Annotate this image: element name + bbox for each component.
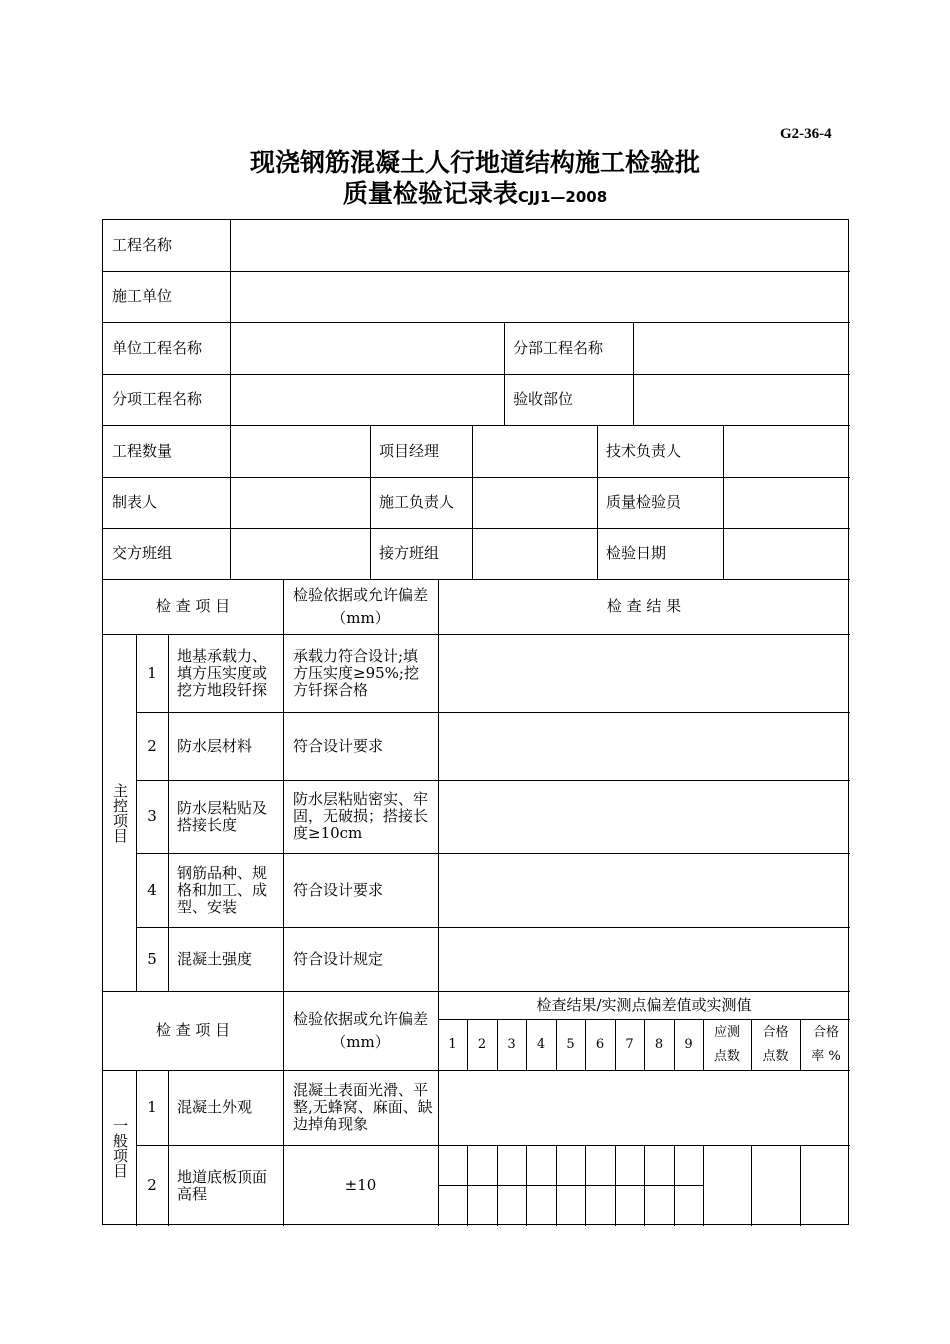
quantity-label: 工程数量 bbox=[112, 441, 173, 460]
inspection-date-label: 检验日期 bbox=[606, 544, 667, 562]
page-subtitle bbox=[0, 174, 950, 210]
main-control-label: 主控项目 bbox=[111, 782, 129, 843]
tech-lead-label: 技术负责人 bbox=[606, 441, 682, 460]
main-item-basis: 承载力符合设计;填方压实度≥95%;挖方钎探合格 bbox=[293, 646, 419, 699]
main-item-basis: 符合设计规定 bbox=[293, 949, 384, 968]
point-header: 4 bbox=[536, 1037, 546, 1052]
point-header: 2 bbox=[477, 1037, 487, 1052]
point-header: 7 bbox=[625, 1037, 634, 1052]
main-item-name: 防水层材料 bbox=[177, 736, 253, 755]
construction-unit-label: 施工单位 bbox=[112, 287, 173, 305]
general-basis-header: 检验依据或允许偏差（mm） bbox=[292, 1009, 428, 1051]
general-item-basis: ±10 bbox=[344, 1176, 377, 1194]
main-item-no: 4 bbox=[147, 880, 157, 899]
division-name-label: 分部工程名称 bbox=[513, 338, 604, 357]
main-item-no: 2 bbox=[147, 736, 157, 755]
main-item-basis: 符合设计要求 bbox=[293, 736, 384, 755]
general-result-header: 检查结果/实测点偏差值或实测值 bbox=[536, 995, 752, 1014]
point-header: 5 bbox=[566, 1037, 575, 1052]
main-item-no: 3 bbox=[147, 807, 157, 825]
tabulator-label: 制表人 bbox=[112, 493, 158, 511]
main-item-basis: 符合设计要求 bbox=[293, 880, 384, 899]
main-item-name: 混凝土强度 bbox=[177, 949, 253, 968]
receiving-team-label: 接方班组 bbox=[379, 544, 440, 562]
general-item-name: 混凝土外观 bbox=[177, 1098, 253, 1116]
page-title: 现浇钢筋混凝土人行地道结构施工检验批 bbox=[249, 148, 700, 177]
inspector-label: 质量检验员 bbox=[606, 493, 682, 511]
unit-project-name-label: 单位工程名称 bbox=[112, 338, 203, 357]
main-item-name: 钢筋品种、规格和加工、成型、安装 bbox=[177, 863, 268, 916]
point-header: 8 bbox=[654, 1037, 664, 1052]
project-manager-label: 项目经理 bbox=[379, 441, 440, 460]
should-points-header: 应测点数 bbox=[713, 1024, 740, 1064]
main-result-header: 检 查 结 果 bbox=[606, 597, 682, 615]
general-item-no: 2 bbox=[147, 1176, 157, 1194]
pass-rate-header: 合格率 % bbox=[811, 1024, 841, 1064]
main-item-header: 检 查 项 目 bbox=[155, 597, 231, 615]
general-item-name: 地道底板顶面高程 bbox=[177, 1167, 268, 1203]
main-basis-header: 检验依据或允许偏差（mm） bbox=[292, 585, 428, 627]
general-items-label: 一般项目 bbox=[111, 1118, 129, 1178]
pass-points-header: 合格点数 bbox=[762, 1024, 789, 1064]
general-item-basis: 混凝土表面光滑、平整,无蜂窝、麻面、缺边掉角现象 bbox=[293, 1081, 433, 1133]
subtitle-text: 质量检验记录表 bbox=[342, 179, 518, 208]
main-item-name: 防水层粘贴及搭接长度 bbox=[177, 798, 268, 834]
point-header: 3 bbox=[507, 1037, 516, 1052]
construction-lead-label: 施工负责人 bbox=[379, 493, 455, 511]
form-code: G2-36-4 bbox=[780, 126, 832, 142]
general-item-no: 1 bbox=[147, 1098, 157, 1116]
standard-code: CJJ1—2008 bbox=[517, 188, 608, 206]
main-item-no: 5 bbox=[147, 949, 157, 968]
point-header: 1 bbox=[448, 1037, 457, 1052]
main-item-no: 1 bbox=[147, 663, 157, 682]
project-name-label: 工程名称 bbox=[112, 236, 173, 254]
main-item-basis: 防水层粘贴密实、牢固，无破损；搭接长度≥10cm bbox=[293, 790, 429, 842]
point-header: 9 bbox=[684, 1037, 693, 1052]
handover-team-label: 交方班组 bbox=[112, 544, 173, 562]
acceptance-part-label: 验收部位 bbox=[513, 390, 574, 408]
point-header: 6 bbox=[595, 1037, 605, 1052]
main-item-name: 地基承载力、填方压实度或挖方地段钎探 bbox=[177, 646, 268, 699]
general-item-header: 检 查 项 目 bbox=[155, 1021, 231, 1039]
inspection-form bbox=[102, 219, 849, 1225]
subitem-name-label: 分项工程名称 bbox=[112, 390, 203, 408]
